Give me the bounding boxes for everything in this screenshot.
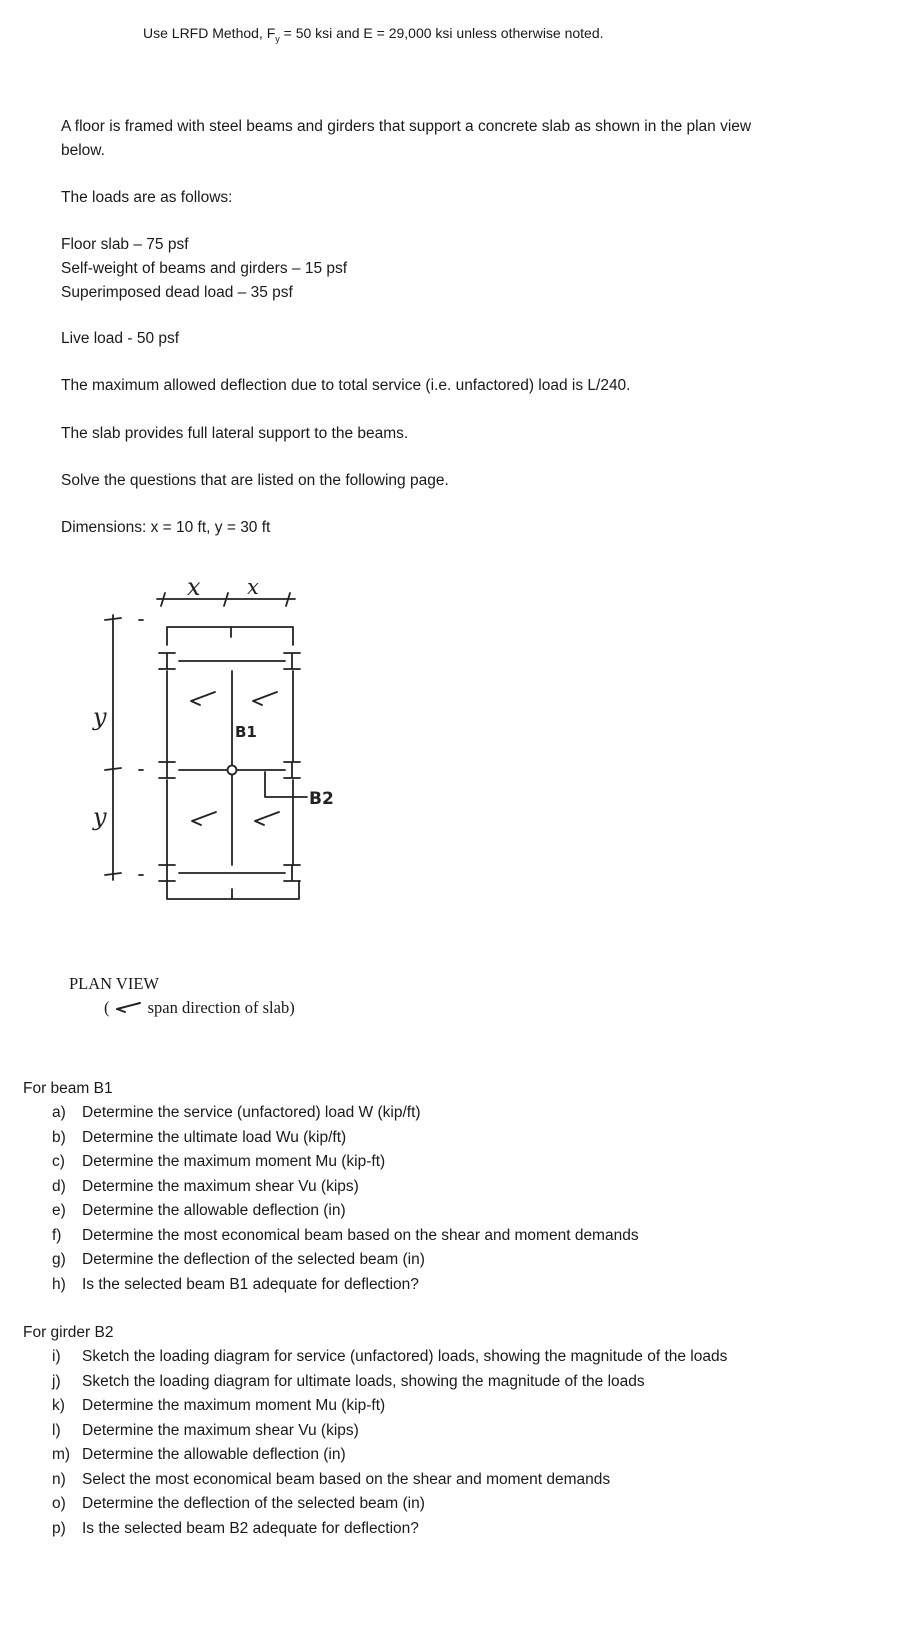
- header-note-text-rest: = 50 ksi and E = 29,000 ksi unless otherwise noted.: [279, 25, 604, 41]
- list-item: a) Determine the service (unfactored) load W (kip/ft): [52, 1104, 421, 1121]
- beam-b1-label: B1: [235, 723, 257, 741]
- note-lateral: The slab provides full lateral support to the beams.: [61, 425, 409, 442]
- list-item: m) Determine the allowable deflection (in): [52, 1446, 346, 1463]
- load-self-weight: Self-weight of beams and girders – 15 psf: [61, 260, 348, 277]
- note-deflection: The maximum allowed deflection due to total service (i.e. unfactored) load is L/240.: [61, 377, 631, 394]
- header-note-text: Use LRFD Method, F: [143, 25, 276, 41]
- list-item: f) Determine the most economical beam based on the shear and moment demands: [52, 1226, 639, 1244]
- list-item: p) Is the selected beam B2 adequate for deflection?: [52, 1519, 419, 1537]
- x-dimension-label-2: x: [247, 575, 259, 599]
- list-item: i) Sketch the loading diagram for service (unfactored) loads, showing the magnitude of the loads: [52, 1348, 728, 1365]
- top-edge: [167, 627, 293, 645]
- list-item: b) Determine the ultimate load Wu (kip/ft): [52, 1128, 347, 1146]
- girder-b2-question-list: [52, 1347, 727, 1543]
- plan-view-title: PLAN VIEW: [69, 974, 159, 993]
- list-item: c) Determine the maximum moment Mu (kip-ft): [52, 1153, 386, 1170]
- slab-span-arrows: [191, 692, 279, 825]
- loads-heading: The loads are as follows:: [61, 189, 233, 206]
- span-arrow-icon: [114, 1000, 144, 1014]
- list-item: o) Determine the deflection of the selected beam (in): [52, 1495, 425, 1512]
- y-dimension-label-1: y: [93, 703, 107, 731]
- load-live: Live load - 50 psf: [61, 330, 180, 347]
- note-dimensions: Dimensions: x = 10 ft, y = 30 ft: [61, 519, 271, 536]
- caption-text: span direction of slab): [143, 998, 295, 1017]
- plan-view-caption: [104, 998, 295, 1017]
- beam-b1-question-list: [52, 1103, 639, 1299]
- list-item: h) Is the selected beam B1 adequate for deflection?: [52, 1275, 419, 1293]
- caption-open-paren: (: [104, 998, 110, 1017]
- girder-b2-leader: [265, 772, 307, 797]
- list-item: n) Select the most economical beam based on the shear and moment demands: [52, 1470, 611, 1488]
- header-note: [143, 24, 604, 49]
- connection-node: [228, 766, 237, 775]
- x-dimension-line: [157, 593, 295, 606]
- header-note-subscript: y: [275, 33, 280, 44]
- load-floor-slab: Floor slab – 75 psf: [61, 236, 189, 253]
- y-dimension-label-2: y: [93, 803, 107, 831]
- list-item: d) Determine the maximum shear Vu (kips): [52, 1177, 359, 1195]
- list-item: g) Determine the deflection of the selected beam (in): [52, 1251, 425, 1268]
- bottom-edge: [167, 881, 299, 899]
- girder-b2-heading: For girder B2: [23, 1324, 114, 1341]
- list-item: j) Sketch the loading diagram for ultimate loads, showing the magnitude of the loads: [52, 1372, 645, 1390]
- note-solve: Solve the questions that are listed on the following page.: [61, 472, 449, 489]
- list-item: k) Determine the maximum moment Mu (kip-ft): [52, 1397, 386, 1414]
- beam-b1-heading: For beam B1: [23, 1080, 113, 1097]
- load-superimposed: Superimposed dead load – 35 psf: [61, 284, 293, 301]
- list-item: l) Determine the maximum shear Vu (kips): [52, 1421, 359, 1439]
- y-dimension-line: [105, 615, 143, 880]
- list-item: e) Determine the allowable deflection (in): [52, 1202, 346, 1219]
- intro-line-2: below.: [61, 142, 105, 159]
- x-dimension-label-1: x: [187, 573, 201, 601]
- intro-line-1: A floor is framed with steel beams and girders that support a concrete slab as shown in the plan view: [61, 118, 752, 135]
- girder-b2-label: B2: [309, 789, 334, 809]
- plan-view-diagram: [95, 575, 375, 910]
